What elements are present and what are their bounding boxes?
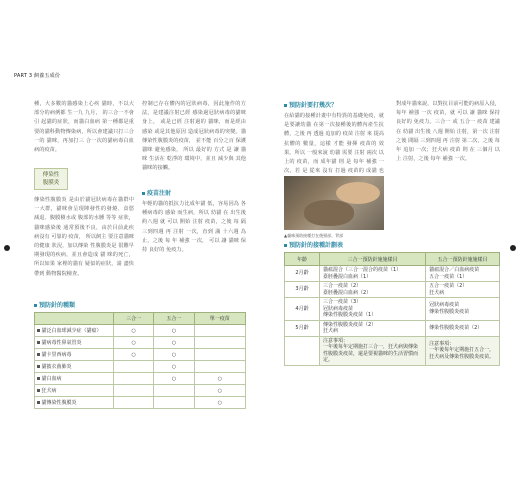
table-row — [285, 298, 500, 321]
schedule-cell: 三合一疫苗（2） 臺胚疊混白血病（2） — [320, 282, 426, 298]
age-cell: 5月齡 — [285, 320, 320, 336]
left-col2-bottom: 年輕的貓的抵抗力比成年貓 低，容易因為 各種病毒的 感染 而生病，所以 幼貓 在 出生後 約八週 就 可以 開始 注射 疫苗，之後 每 隔 三到四週 再 注射 一次，直到 滿 十六週 為止，之後 每 年 補強 一次， 可以 讓 貓咪 保持 良好的 免疫力。 — [142, 201, 246, 254]
vaccination-schedule-table — [284, 252, 500, 366]
age-cell: 4月齡 — [285, 298, 320, 321]
table-row — [35, 361, 246, 373]
schedule-header: 五合一預防針施施樣目 — [426, 253, 500, 266]
right-col2: 對成年貓來說，以對抗目前可能的病原入侵，每年 補強 一次 疫苗，就 可以 讓 貓咪 保持 良好的 免疫力。三合一 或 五合一 疫苗 建議 在 幼貓 出生後 八週 開始 注射，第一次 注射 之後 間隔 三到四週 再 注射 第二次，之後 每年 追加 一次；狂犬病 疫苗 則 在 三個月 以上 注射，之後 每年 補強 一次。 — [396, 101, 500, 163]
left-col2-top: 控制已存在體內的冠狀病毒，因此施作的方法，是建議注射已經 感染過冠狀病毒的貓咪身上， 或是已經 注射過的 貓咪，而是經由 感染 或是其他原因 造成冠狀病毒的突變。貓傳染性腹膜炎的疫苗， 並不能 百分之百 保護 貓咪 避免感染， 所以 最好的 方式 是 讓 貓咪 生活在 乾淨的 環境中，並且 減少與 其他 貓咪的接觸。 — [142, 101, 246, 172]
schedule-header-row — [285, 253, 500, 266]
table-cell: ○ — [154, 337, 194, 349]
table-cell — [154, 385, 194, 397]
table-cell: ○ — [114, 349, 154, 361]
vaccine-types-table — [34, 312, 246, 409]
table-header: 五合一 — [154, 313, 194, 325]
left-col1-top: 種，大多數的貓感染上心疾 貓時，不以大部分的病例都 生一九 九月， 的三合一不會引 起貓的症狀，而貓白血病 第一種都是重要的貓科動物傳染病，所以會建議只打三合一的 貓咪，再加打三 合一次的貓病毒白血病的疫苗。 — [34, 101, 134, 154]
cat-vaccination-photo — [284, 176, 384, 230]
table-cell — [114, 397, 154, 409]
table-row — [35, 385, 246, 397]
table-cell: ○ — [194, 397, 245, 409]
side-label-fip — [34, 168, 68, 190]
vaccine-table-title: 預防針的種類 — [34, 300, 154, 309]
table-cell: ○ — [114, 337, 154, 349]
table-cell: ○ — [154, 373, 194, 385]
table-cell — [154, 397, 194, 409]
cat-shape — [304, 200, 354, 226]
age-cell-empty — [285, 336, 320, 365]
binding-hole-left — [4, 245, 10, 251]
vaccine-name: 貓卡里西病毒 — [35, 349, 114, 361]
table-cell — [194, 361, 245, 373]
vaccine-name: 貓病毒性鼻氣管炎 — [35, 337, 114, 349]
table-row — [35, 337, 246, 349]
table-cell — [114, 385, 154, 397]
table-cell — [194, 325, 245, 337]
schedule-cell: 三合一疫苗（3） 冠狀病毒疫苗 傳染性腹膜炎疫苗（1） — [320, 298, 426, 321]
table-header — [35, 313, 114, 325]
right-section-title: 預防針要打幾次？ — [284, 100, 384, 109]
page-header — [6, 66, 514, 88]
table-cell: ○ — [154, 325, 194, 337]
side-label-text: 傳染性 腹膜炎 — [42, 172, 60, 186]
table-cell: ○ — [154, 349, 194, 361]
subtitle-vaccination: 疫苗注射 — [142, 188, 246, 197]
table-row — [285, 266, 500, 282]
table-header-row — [35, 313, 246, 325]
vaccine-name: 狂犬病 — [35, 385, 114, 397]
age-cell: 3月齡 — [285, 282, 320, 298]
table-header: 三合一 — [114, 313, 154, 325]
table-row — [35, 397, 246, 409]
schedule-cell: 五合一疫苗（2） 狂犬病 — [426, 282, 500, 298]
vaccine-name: 貓披衣菌肺炎 — [35, 361, 114, 373]
table-row — [35, 373, 246, 385]
schedule-cell: 冠狀病毒疫苗 傳染性腹膜炎疫苗 — [426, 298, 500, 321]
right-col1: 在給貓的接種計畫中有特異的基礎免疫，就是要讓幼貓 在第一次接種後的體內產生抗體，之後 再 透過 追加的 疫苗 注射 來 提高 抗體的 數量，這樣 才能 發揮 疫苗的 效果。所以 一般來說 幼貓 需要 注射 兩次 以上的 疫苗，而 成年貓 則 是 每年 補強 一次，若 是 從來 沒有 打過 疫苗的 成貓 也 — [284, 113, 384, 175]
vaccine-name: 貓傳染性腹膜炎 — [35, 397, 114, 409]
schedule-cell: 傳染性腹膜炎疫苗（2） — [426, 320, 500, 336]
table-cell — [194, 337, 245, 349]
schedule-cell: 傳染性腹膜炎疫苗（2） 狂犬病 — [320, 320, 426, 336]
schedule-note: 注意事項： 一年後每年定期施打五合一，狂犬病及傳染性腹膜炎疫苗。 — [426, 336, 500, 365]
table-cell: ○ — [114, 325, 154, 337]
table-row — [285, 320, 500, 336]
age-cell: 2月齡 — [285, 266, 320, 282]
table-cell — [194, 349, 245, 361]
schedule-note: 注意事項： 一年後每年定期施打三合一，狂犬病與傳染性腹膜炎疫苗，還是要視貓咪的生活習慣而定。 — [320, 336, 426, 365]
left-col1-bottom: 傳染性腹膜炎 是由於貓冠狀病毒在貓群中一大群，貓咪會呈現陣發性的發燒、食慾 減退、腹膜積水或 腹部的水腫 等等 症狀，貓咪感染後 通常預後不良，由於目前此疾病沒有 可靠的 疫苗， 所以飼主 要注意貓咪的健康 狀況，加以傳染 性腹膜炎是 很難早期發現的疾病，並且會造成 貓 咪的死亡，所以如果 家裡的貓有 疑似的症狀，請 盡快帶到 動物醫院檢查。 — [34, 197, 134, 277]
photo-caption: ▲貓咪預防接種打在後頸部、背部 — [284, 233, 344, 238]
header-label: PART 3 飼養五成份 — [14, 73, 61, 79]
table-header: 單一疫苗 — [194, 313, 245, 325]
table-cell — [114, 361, 154, 373]
vaccine-name: 貓泛白血球減少症（貓瘟） — [35, 325, 114, 337]
schedule-title: 預防針的接種計劃表 — [284, 240, 424, 249]
schedule-header: 年齡 — [285, 253, 320, 266]
table-cell: ○ — [154, 361, 194, 373]
schedule-cell: 貓瘟混合／白血病疫苗 五合一疫苗（1） — [426, 266, 500, 282]
table-cell — [114, 373, 154, 385]
table-row — [35, 349, 246, 361]
schedule-header: 三合一預防針施施樣目 — [320, 253, 426, 266]
table-row — [285, 336, 500, 365]
vaccine-name: 貓白血病 — [35, 373, 114, 385]
binding-hole-right — [510, 245, 516, 251]
table-cell: ○ — [194, 373, 245, 385]
table-cell: ○ — [194, 385, 245, 397]
table-row — [35, 325, 246, 337]
table-row — [285, 282, 500, 298]
schedule-cell: 貓瘟混合（三合一混合的疫苗（1） 臺胚疊混白血病（1） — [320, 266, 426, 282]
